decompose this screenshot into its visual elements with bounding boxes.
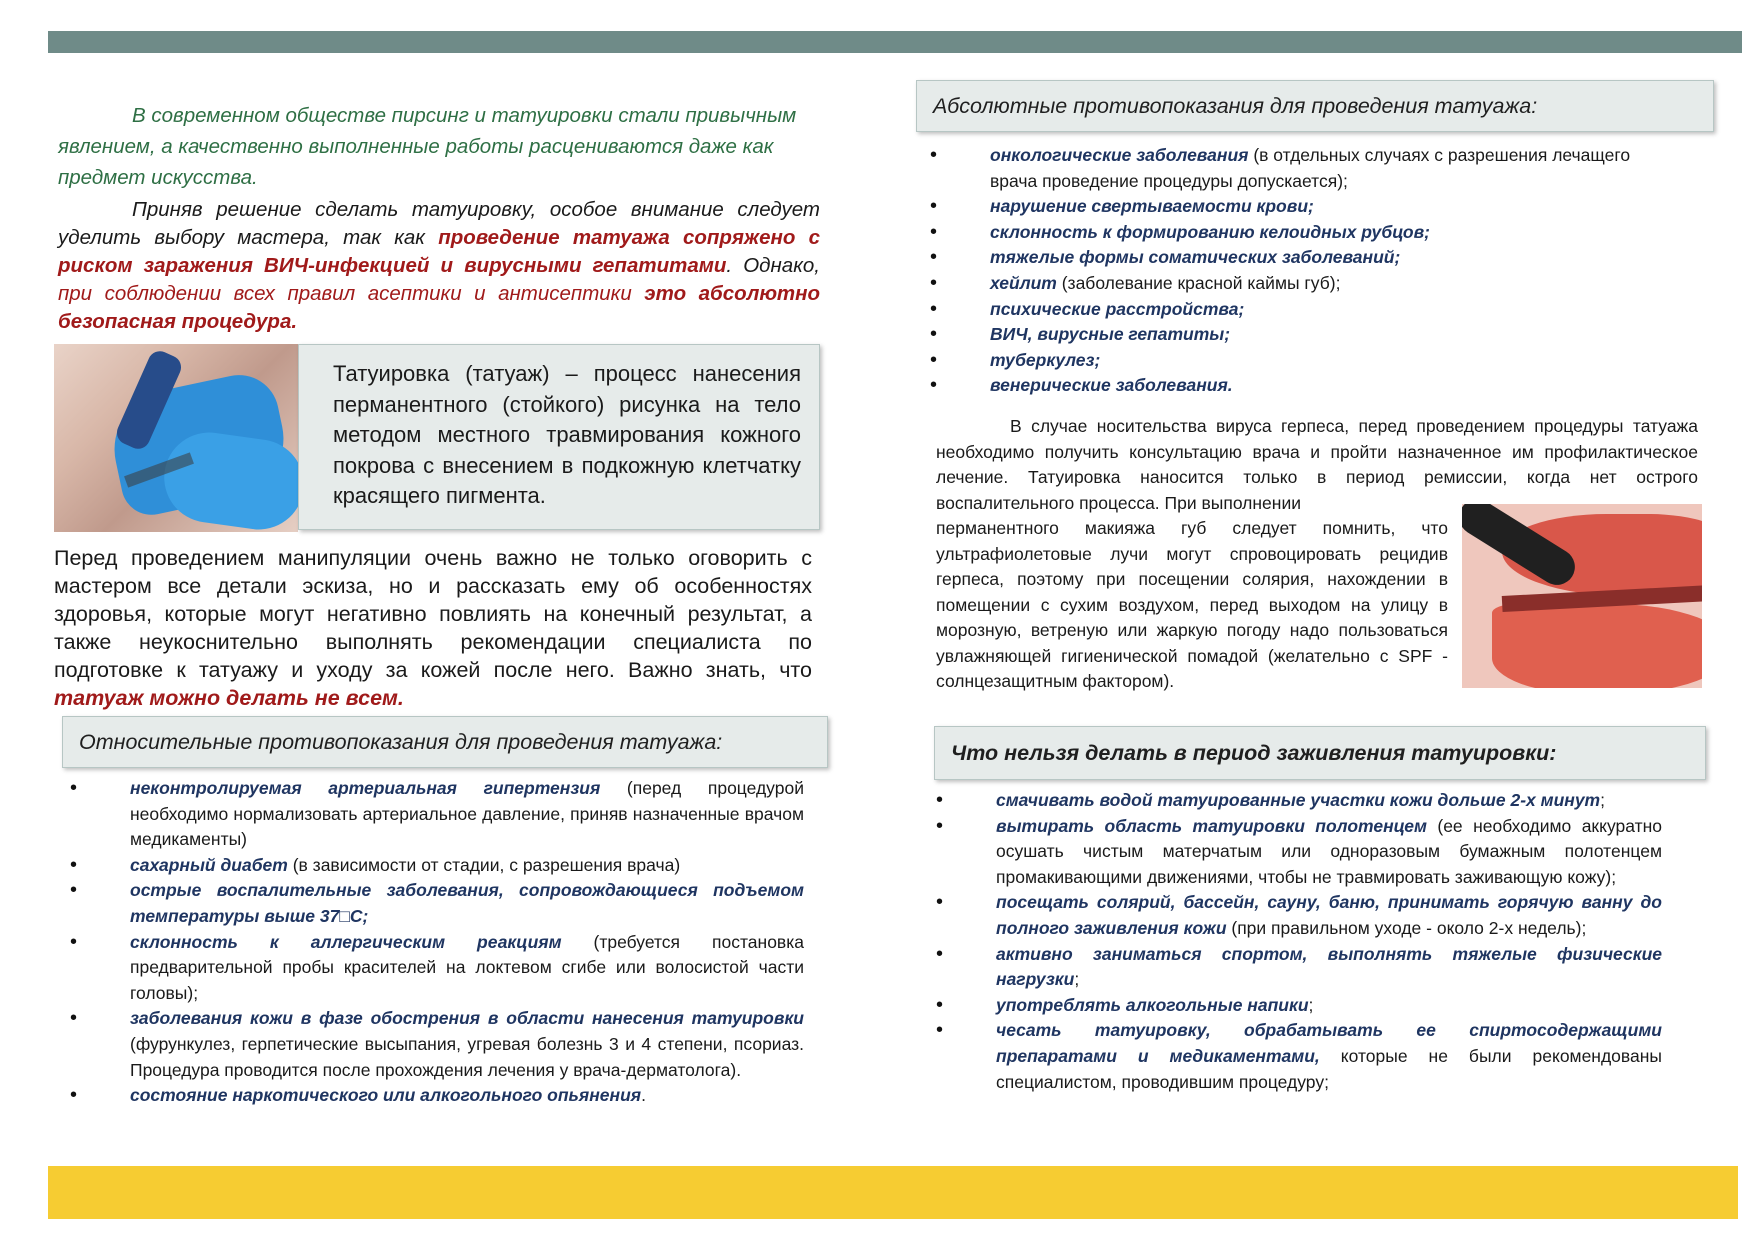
list-item: • тяжелые формы соматических заболеваний; [990,245,1670,271]
intro-paragraph [58,100,820,193]
list-item: • состояние наркотического или алкогольного опьянения. [130,1083,726,1109]
tattoo-definition-box [298,344,820,530]
list-item: • ВИЧ, вирусные гепатиты; [990,322,1670,348]
para2-text-c: . Однако, [726,254,820,277]
list-item: • посещать солярий, бассейн, сауну, баню, принимать горячую ванну до полного заживления кожи (при правильном уходе - около 2-х недель); [996,890,1662,941]
list-item: • употреблять алкогольные напики; [996,993,1662,1019]
top-decorative-bar [48,31,1742,53]
healing-restrictions-heading: Что нельзя делать в период заживления татуировки: [934,726,1706,780]
lip-tattoo-photo [1462,504,1702,688]
consultation-paragraph [54,544,812,712]
list-item: • заболевания кожи в фазе обострения в области нанесения татуировки (фурункулез, герпетические высыпания, угревая болезнь 3 и 4 степени, псориаз. Процедура проводится после прохождения лечения у врача-дерматолога). [130,1006,804,1083]
bottom-decorative-bar [48,1166,1738,1219]
list-item: • сахарный диабет (в зависимости от стадии, с разрешения врача) [130,853,804,879]
list-item: • венерические заболевания. [990,373,1670,399]
master-choice-paragraph [58,196,820,336]
tattoo-process-photo [54,344,298,532]
list-item: • склонность к формированию келоидных рубцов; [990,220,1670,246]
herpes-text-1: В случае носительства вируса герпеса, перед проведением процедуры татуажа необходимо получить консультацию врача и пройти назначенное им профилактическое лечение. Татуировка наносится только в период ремиссии, когда нет острого воспалительного процесса. При выполнении [936,416,1698,513]
relative-contraindications-heading: Относительные противопоказания для проведения татуажа: [62,716,828,768]
list-item: • психические расстройства; [990,297,1670,323]
list-item: • туберкулез; [990,348,1670,374]
herpes-text-2: перманентного макияжа губ следует помнить, что ультрафиолетовые лучи могут спровоцировать рецидив герпеса, поэтому при посещении солярия, нахождении в помещении с сухим воздухом, перед выходом на улицу в морозную, ветреную или жаркую погоду надо пользоваться увлажняющей гигиенической помадой (желательно с SPF - солнцезащитным фактором). [936,518,1448,691]
list-item: • смачивать водой татуированные участки кожи дольше 2-х минут; [996,788,1662,814]
para2-risk-warning: проведение татуажа сопряжено с риском заражения ВИЧ-инфекцией и вирусными гепатитами [58,226,820,277]
list-item: • онкологические заболевания (в отдельных случаях с разрешения лечащего врача проведение процедуры допускается); [990,143,1670,194]
para3-not-for-everyone: татуаж можно делать не всем. [54,686,404,710]
list-item: • вытирать область татуировки полотенцем (ее необходимо аккуратно осушать чистым матерчатым или одноразовым бумажным полотенцем промакивающими движениями, чтобы не травмировать заживающую кожу); [996,814,1662,891]
relative-contraindications-list [130,776,804,1109]
para2-text-a: Приняв решение сделать татуировку, особое внимание следует уделить выбору мастера, так как [58,198,820,249]
list-item: • хейлит (заболевание красной каймы губ); [990,271,1670,297]
para2-safe-note: это абсолютно безопасная процедура. [58,282,820,333]
absolute-contraindications-list [990,143,1670,399]
intro-text: В современном обществе пирсинг и татуировки стали привычным явлением, а качественно выполненные работы расцениваются даже как предмет искусства. [58,104,797,189]
para2-asepsis-note: при соблюдении всех правил асептики и антисептики [58,282,645,305]
list-item: • нарушение свертываемости крови; [990,194,1670,220]
list-item: • острые воспалительные заболевания, сопровождающиеся подъемом температуры выше 37□С; [130,878,804,929]
list-item: • чесать татуировку, обрабатывать ее спиртосодержащими препаратами и медикаментами, которые не были рекомендованы специалистом, проводившим процедуру; [996,1018,1662,1095]
healing-restrictions-list [996,788,1662,1095]
list-item: • склонность к аллергическим реакциям (требуется постановка предварительной пробы красителей на локтевом сгибе или волосистой части головы); [130,930,804,1007]
list-item: • неконтролируемая артериальная гипертензия (перед процедурой необходимо нормализовать артериальное давление, приняв назначенные врачом медикаменты) [130,776,804,853]
para3-text: Перед проведением манипуляции очень важно не только оговорить с мастером все детали эскиза, но и рассказать ему об особенностях здоровья, которые могут негативно повлиять на конечный результат, а также неукоснительно выполнять рекомендации специалиста по подготовке к татуажу и уходу за кожей после него. Важно знать, что [54,546,812,682]
absolute-contraindications-heading: Абсолютные противопоказания для проведения татуажа: [916,80,1714,132]
definition-text: Татуировка (татуаж) – процесс нанесения перманентного (стойкого) рисунка на тело методом местного травмирования кожного покрова с внесением в подкожную клетчатку красящего пигмента. [333,361,801,508]
list-item: • активно заниматься спортом, выполнять тяжелые физические нагрузки; [996,942,1662,993]
